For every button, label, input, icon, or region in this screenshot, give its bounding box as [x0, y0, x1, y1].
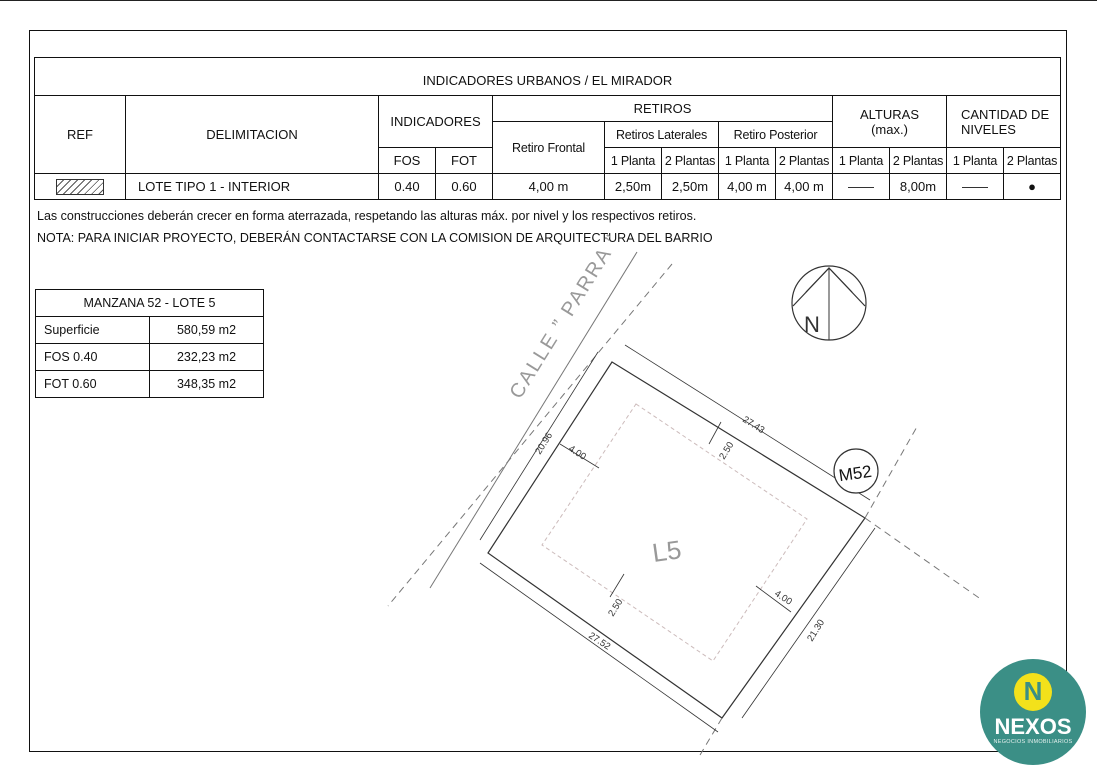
lot-row-value: 580,59 m2 [150, 317, 264, 344]
row-lat-1: 2,50m [605, 174, 662, 200]
row-niv-1: —— [947, 174, 1004, 200]
dim-right-label: 21.30 [805, 617, 828, 644]
row-niv-2: ● [1004, 174, 1061, 200]
setback-side-bottom-label: 2.50 [606, 597, 626, 619]
niv-1-planta: 1 Planta [947, 148, 1004, 174]
row-post-2: 4,00 m [776, 174, 833, 200]
row-alt-1: —— [833, 174, 890, 200]
alt-1-planta: 1 Planta [833, 148, 890, 174]
note-line-2: NOTA: PARA INICIAR PROYECTO, DEBERÁN CONTACTARSE CON LA COMISION DE ARQUITECTURA DEL BARRIO [37, 231, 713, 245]
street-name: CALLE ” PARRA ” [505, 230, 625, 403]
dim-top-label: 27.43 [740, 414, 767, 437]
lot-row-label: FOS 0.40 [36, 344, 150, 371]
alturas-label: ALTURAS [860, 106, 919, 122]
note-line-1: Las construcciones deberán crecer en forma aterrazada, respetando las alturas máx. por nivel y los respectivos retiros. [37, 209, 697, 223]
niv-2-plantas: 2 Plantas [1004, 148, 1061, 174]
cantidad-line1: CANTIDAD DE [961, 106, 1050, 122]
lot-row-value: 348,35 m2 [150, 371, 264, 398]
lot-label: L5 [650, 534, 684, 568]
post-1-planta: 1 Planta [719, 148, 776, 174]
col-fot: FOT [436, 148, 493, 174]
lat-2-plantas: 2 Plantas [662, 148, 719, 174]
setback-rear-label: 4.00 [772, 588, 794, 608]
col-indicadores: INDICADORES [379, 96, 493, 148]
col-retiro-posterior: Retiro Posterior [719, 122, 833, 148]
col-ref: REF [35, 96, 126, 174]
lat-1-planta: 1 Planta [605, 148, 662, 174]
row-fos: 0.40 [379, 174, 436, 200]
row-retiro-frontal: 4,00 m [493, 174, 605, 200]
nexos-mark-icon: N [1014, 673, 1052, 711]
alturas-sub: (max.) [871, 121, 908, 137]
dimension-line-right [742, 528, 875, 718]
table-title: INDICADORES URBANOS / EL MIRADOR [35, 58, 1061, 96]
post-2-plantas: 2 Plantas [776, 148, 833, 174]
row-lat-2: 2,50m [662, 174, 719, 200]
logo-tagline: NEGOCIOS INMOBILIARIOS [993, 739, 1073, 745]
neighbor-boundary-line [865, 518, 982, 600]
col-retiros-laterales: Retiros Laterales [605, 122, 719, 148]
row-delimitacion: LOTE TIPO 1 - INTERIOR [126, 174, 379, 200]
alt-2-plantas: 2 Plantas [890, 148, 947, 174]
street-centerline [388, 264, 672, 606]
col-delimitacion: DELIMITACION [126, 96, 379, 174]
col-retiros: RETIROS [493, 96, 833, 122]
buildable-area [542, 404, 807, 661]
street-edge-line [430, 252, 637, 588]
setback-dim-side-bottom [610, 574, 624, 597]
block-label: M52 [837, 461, 873, 486]
col-retiro-frontal: Retiro Frontal [493, 122, 605, 174]
lot-row-label: FOT 0.60 [36, 371, 150, 398]
col-fos: FOS [379, 148, 436, 174]
cantidad-line2: NIVELES [961, 121, 1016, 137]
dim-bottom-label: 27.52 [586, 630, 613, 653]
neighbor-boundary-line [700, 718, 722, 755]
lot-row-value: 232,23 m2 [150, 344, 264, 371]
north-label: N [804, 312, 820, 337]
lot-row-label: Superficie [36, 317, 150, 344]
lot-table-title: MANZANA 52 - LOTE 5 [36, 290, 264, 317]
nexos-logo [980, 659, 1086, 765]
row-post-1: 4,00 m [719, 174, 776, 200]
logo-brand: NEXOS [994, 714, 1072, 739]
block-tag [834, 449, 878, 493]
north-arrow-icon [792, 266, 866, 340]
row-fot: 0.60 [436, 174, 493, 200]
row-alt-2: 8,00m [890, 174, 947, 200]
setback-front-label: 4.00 [566, 443, 588, 463]
setback-side-top-label: 2.50 [717, 440, 737, 462]
dim-left-label: 20.96 [533, 430, 556, 457]
